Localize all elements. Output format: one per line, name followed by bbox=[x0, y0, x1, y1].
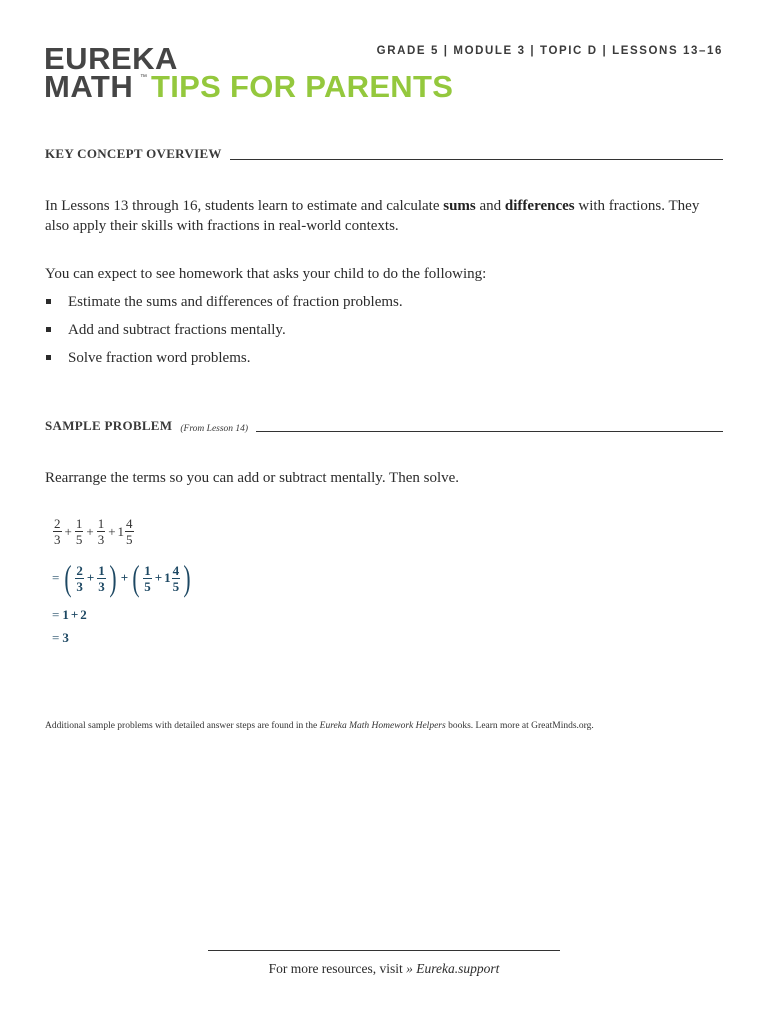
section-title: SAMPLE PROBLEM bbox=[45, 418, 173, 433]
logo-trademark: ™ bbox=[140, 74, 147, 81]
term-sums: sums bbox=[443, 198, 476, 214]
expression-sum: = 1 + 2 bbox=[52, 607, 87, 622]
key-concept-header bbox=[45, 146, 723, 162]
worked-solution bbox=[52, 516, 252, 656]
whole-number: 1 bbox=[117, 523, 125, 539]
grade-module-info: GRADE 5 | MODULE 3 | TOPIC D | LESSONS 13–16 bbox=[376, 45, 723, 57]
term-differences: differences bbox=[504, 198, 575, 214]
homework-intro: You can expect to see homework that asks your child to do the following: bbox=[45, 266, 487, 282]
overview-text: In Lessons 13 through 16, students learn to estimate and calculate bbox=[45, 198, 444, 214]
expression-original: $\frac{2}{3}$ + $\frac{1}{5}$ + $\frac{1}{3}$ + 1 $\frac{4}{5}$ bbox=[54, 516, 133, 547]
homework-helpers-note: Additional sample problems with detailed answer steps are found in the Eureka Math Homework Helpers books. Learn more at GreatMinds.org. bbox=[45, 721, 594, 731]
eureka-support-link[interactable]: » Eureka.support bbox=[406, 961, 500, 976]
logo-math: MATH bbox=[44, 69, 134, 104]
homework-list bbox=[45, 292, 723, 376]
section-divider bbox=[230, 159, 723, 160]
section-title: KEY CONCEPT OVERVIEW bbox=[45, 146, 222, 161]
overview-text: and bbox=[475, 198, 505, 214]
fraction: $\frac{2}{3}$ bbox=[54, 516, 61, 547]
list-item: Estimate the sums and differences of fraction problems. bbox=[45, 292, 723, 320]
lesson-source-note: (From Lesson 14) bbox=[180, 424, 249, 434]
sample-problem-header bbox=[45, 418, 723, 434]
logo-eureka: EUREKA bbox=[44, 41, 178, 76]
footer-divider bbox=[208, 950, 560, 951]
list-item: Add and subtract fractions mentally. bbox=[45, 320, 723, 348]
overview-paragraph bbox=[45, 196, 723, 236]
expression-answer: = 3 bbox=[52, 630, 69, 645]
expression-grouped: = ( $\frac{2}{3}$ + $\frac{1}{3}$ ) + ( $\frac{1}{5}$ + 1 $\frac{4}{5}$ ) bbox=[52, 558, 191, 598]
footer-resources: For more resources, visit » Eureka.support bbox=[268, 961, 500, 976]
list-item: Solve fraction word problems. bbox=[45, 348, 723, 376]
logo-tagline: TIPS FOR PARENTS bbox=[151, 69, 454, 104]
fraction: $\frac{4}{5}$ bbox=[126, 516, 133, 547]
fraction: $\frac{1}{5}$ bbox=[75, 516, 83, 547]
problem-instruction: Rearrange the terms so you can add or subtract mentally. Then solve. bbox=[45, 470, 460, 486]
overview-text: with fractions. They also apply their skills with fractions in real-world contexts. bbox=[45, 198, 700, 234]
fraction: $\frac{1}{3}$ bbox=[97, 516, 105, 547]
section-divider bbox=[256, 431, 723, 432]
